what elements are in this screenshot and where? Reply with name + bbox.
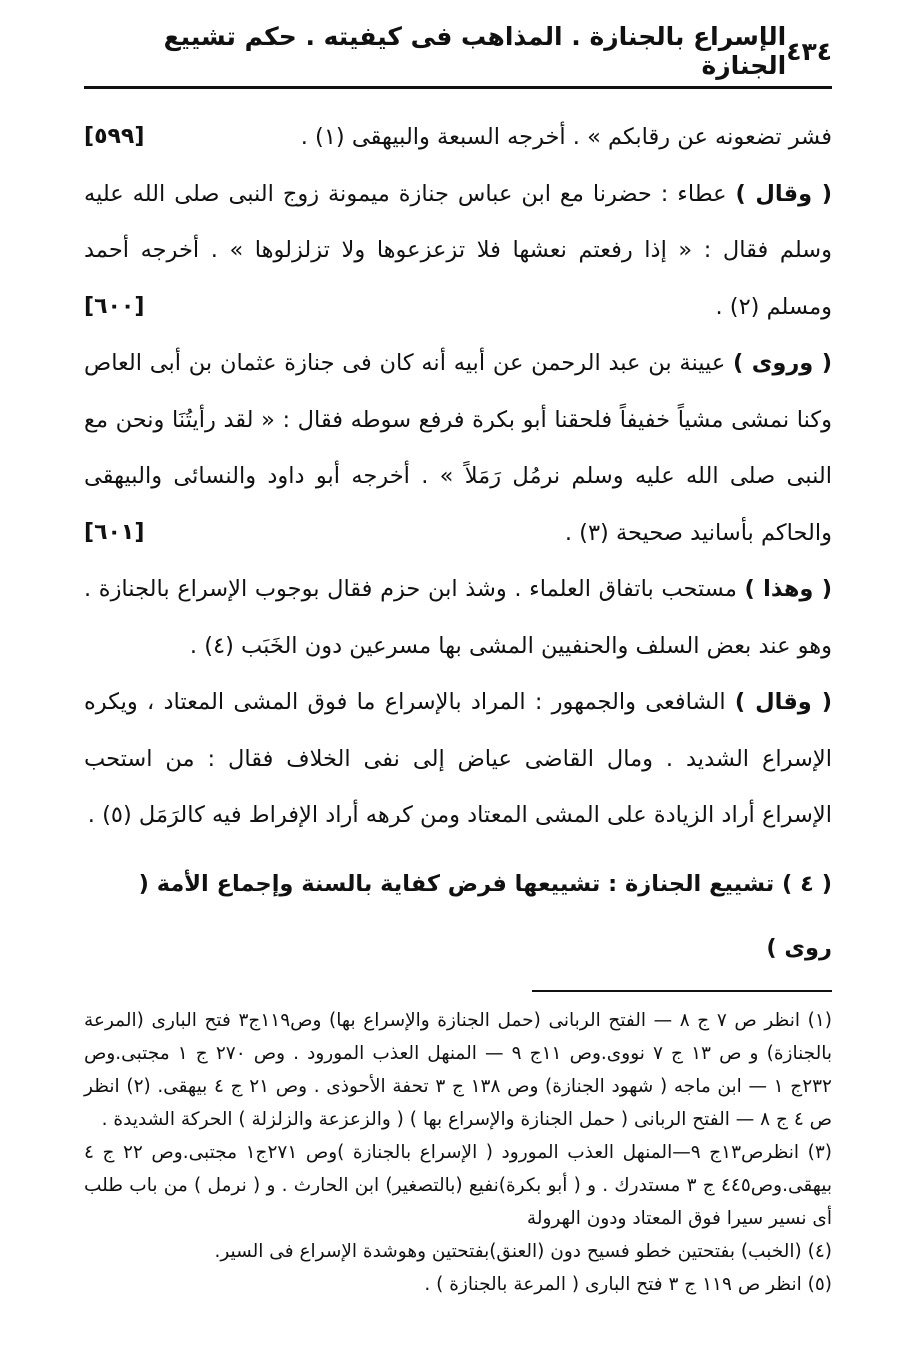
paragraph-lead: ( وقال ) — [735, 180, 832, 207]
paragraph — [84, 561, 832, 674]
header-rule — [84, 86, 832, 89]
footnote: (٥) انظر ص ١١٩ ج ٣ فتح البارى ( المرعة بالجنازة ) . — [424, 1273, 832, 1295]
book-page — [84, 22, 832, 1301]
paragraph — [84, 674, 832, 844]
paragraph-text: عطاء : حضرنا مع ابن عباس جنازة ميمونة زوج النبى صلى الله عليه وسلم فقال : « إذا رفعتم نعشها فلا تزعزعوها ولا تزلزلوها » . أخرجه أحمد ومسلم (٢) . — [84, 180, 832, 320]
page-header — [84, 22, 832, 80]
footnotes — [84, 1004, 832, 1301]
paragraph — [84, 166, 832, 336]
paragraph-text: مستحب باتفاق العلماء . وشذ ابن حزم فقال بوجوب الإسراع بالجنازة . وهو عند بعض السلف والحنفيين المشى بها مسرعين دون الخَبَب (٤) . — [84, 576, 832, 659]
paragraph-lead: ( وقال ) — [734, 689, 832, 715]
footnote: (٤) (الخبب) بفتحتين خطو فسيح دون (العنق)بفتحتين وهوشدة الإسراع فى السير. — [214, 1240, 832, 1262]
footnote: (٣) انظرص١٣ج ٩—المنهل العذب المورود ( الإسراع بالجنازة )وص ٢٧١ج١ مجتبى.وص ٢٢ ج ٤ بيهقى.وص٤٤٥ ج ٣ مستدرك . و ( أبو بكرة)نفيع (بالتصغير) ابن الحارث . و ( نرمل ) من باب طلب أى نسير سيرا فوق المعتاد ودون الهرولة — [84, 1141, 833, 1229]
paragraph-text: الشافعى والجمهور : المراد بالإسراع ما فوق المشى المعتاد ، ويكره الإسراع الشديد . ومال القاضى عياض إلى نفى الخلاف فقال : من استحب الإسراع أراد الزيادة على المشى المعتاد ومن كرهه أراد الإفراط فيه كالرَمَل (٥) . — [84, 689, 832, 828]
hadith-number: [٦٠٠] — [84, 293, 145, 319]
paragraph-lead: ( وهذا ) — [744, 576, 833, 602]
paragraph-lead: ( وروى ) — [733, 350, 833, 376]
footnote-rule — [532, 990, 832, 992]
main-text — [84, 109, 832, 980]
paragraph-text: عيينة بن عبد الرحمن عن أبيه أنه كان فى جنازة عثمان بن أبى العاص وكنا نمشى مشياً خفيفاً فلحقنا أبو بكرة فرفع سوطه فقال : « لقد رأيتُنَا ونحن مع النبى صلى الله عليه وسلم نرمُل رَمَلاً » . أخرجه أبو داود والنسائى والبيهقى والحاكم بأسانيد صحيحة (٣) . — [84, 350, 832, 546]
hadith-number: [٥٩٩] — [84, 124, 145, 149]
footnote: (١) انظر ص ٧ ج ٨ — الفتح الربانى (حمل الجنازة والإسراع بها) وص١١٩ج٣ فتح البارى (المرعة بالجنازة) و ص ١٣ ج ٧ نووى.وص ١١ج ٩ — المنهل العذب المورود . وص ٢٧٠ ج ١ مجتبى.وص ٢٣٢ج ١ — ابن ماجه ( شهود الجنازة) وص ١٣٨ ج ٣ تحفة الأحوذى . وص ٢١ ج ٤ بيهقى. (٢) انظر ص ٤ ج ٨ — الفتح الربانى ( حمل الجنازة والإسراع بها ) ( والزعزعة والزلزلة ) الحركة الشديدة . — [84, 1009, 833, 1130]
paragraph — [84, 335, 832, 561]
page-number: ٤٣٤ — [786, 36, 832, 66]
running-title: الإسراع بالجنازة . المذاهب فى كيفيته . حكم تشييع الجنازة — [163, 22, 787, 80]
paragraph-text: فشر تضعونه عن رقابكم » . أخرجه السبعة والبيهقى (١) . — [300, 124, 832, 150]
paragraph — [84, 109, 832, 166]
hadith-number: [٦٠١] — [84, 519, 145, 545]
section-heading: ( ٤ ) تشييع الجنازة : تشييعها فرض كفاية بالسنة وإجماع الأمة ( روى ) — [138, 870, 832, 961]
